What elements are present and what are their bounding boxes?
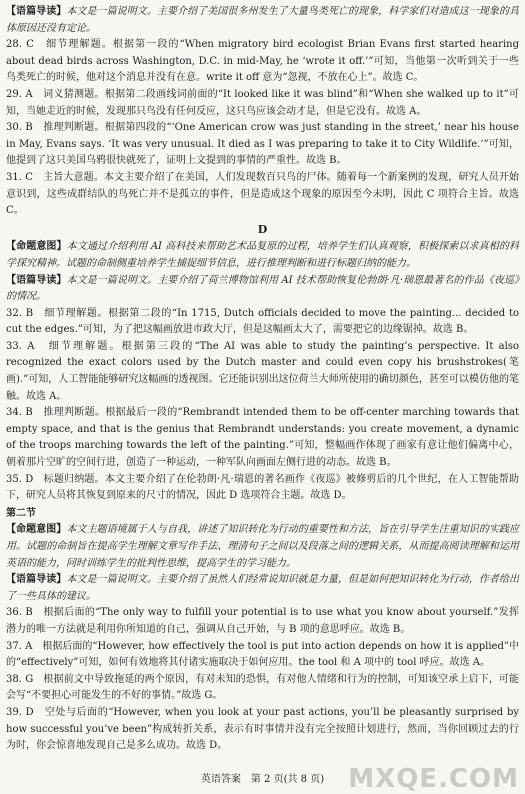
paragraph-text: 本文是一篇说明文。主要介绍了荷兰博物馆利用 AI 技术帮助恢复伦勃朗·凡·瑞恩最著名的作品《夜巡》的情况。 [6, 274, 520, 303]
paragraph-q33 [6, 339, 519, 405]
paragraph-tag: 【语篇导读】 [6, 274, 67, 286]
paragraph-text: 39. D 空处与后面的“However, when you look at your past actions, you’ll be pleasantly surprised by how successful you’ve been”构成转折关系，表示有时事情并没有完全按照计划进行，然而，当你回顾过去的行为时，你会惊喜地发现自己是多么成功。故选 D。 [6, 706, 519, 752]
paragraph-q38 [6, 672, 519, 705]
paragraph-text: 本文是一篇说明文。主要介绍了虽然人们经常说知识就是力量，但是如何把知识转化为行动，作者给出了一些具体的建议。 [6, 574, 520, 602]
paragraph-tag: 【语篇导读】 [6, 6, 67, 17]
paragraph-text: 36. B 根据后面的“The only way to fulfill your potential is to use what you know about yourself.”发挥潜力的唯一方法就是利用你所知道的自己，强调从自己开始，与 B 项的意思呼应。故选 B。 [6, 607, 519, 635]
site-watermark: MXQE.COM [348, 764, 519, 794]
paragraph-text: 35. D 标题归纳题。本文主要介绍了在伦勃朗·凡·瑞恩的著名画作《夜巡》被修剪后的几个世纪，在人工智能帮助下，研究人员将其恢复到原来的尺寸的情况，因此 D 选项符合主题。故选 D。 [6, 473, 519, 502]
paragraph-q39 [6, 705, 519, 755]
paragraph-q29 [6, 87, 519, 120]
paragraph-text: 30. B 推理判断题。根据第四段的“‘One American crow was just standing in the street,’ near his house in May, Evans says. ‘It was very unusual. It died as I was preparing to take it to City Wildlife.’”可知，他提到了这只美国乌鸦很快就死了，证明上文提到的事情的严重性。故选 B。 [6, 122, 519, 167]
paragraph-q36 [6, 605, 519, 638]
paragraph-text: 38. G 根据前文中导致拖延的两个原因，有对未知的恐惧，有对他人情绪和行为的控制，可知该空承上启下，可能会写“不要担心可能发生的不好的事情。”故选 G。 [6, 673, 519, 702]
paragraph-q31 [6, 170, 519, 220]
paragraph-text: 本文通过介绍利用 AI 高科技来帮助艺术品复原的过程，培养学生们认真观察，积极探索以求真相的科学探究精神。试题的命制侧重培养学生捕捉细节信息，进行推理判断和进行标题归纳的能力。 [6, 241, 519, 269]
paragraph-intent-p2 [6, 522, 519, 572]
paragraph-q34 [6, 405, 519, 471]
paragraph-sec-d [6, 222, 519, 239]
paragraph-text: 34. B 推理判断题。根据最后一段的“Rembrandt intended them to be off-center marching towards that empty space, and that is the genius that Rembrandt understands: you create movement, a dynamic of the troops marching towards the left of the painting.”可知，整幅画作体现了画家有意让他们偏离中心，朝着那片空旷的空间行进，创造了一种运动，一种军队向画面左侧行进的动态。故选 B。 [6, 407, 519, 469]
paragraph-text: 本文主题语境属于人与自我，讲述了知识转化为行动的重要性和方法，旨在引导学生注重知识的实践应用。试题的命制旨在提高学生理解文章写作手法、理清句子之间以及段落之间的逻辑关系，从而提高阅读理解和运用英语的能力，同时训练学生的批判性思维，提高学生的学习能力。 [6, 524, 520, 569]
paragraph-q30 [6, 120, 519, 170]
paragraph-q32 [6, 306, 519, 339]
paragraph-text: 29. A 词义猜测题。根据第二段画线词前面的“It looked like it was blind”和“When she walked up to it”可知，当她走近的时候，发现那只鸟没有任何反应，这只鸟应该会动才是，但是它没有。故选 A。 [6, 88, 519, 117]
paragraph-text: 28. C 细节理解题。根据第一段的“When migratory bird ecologist Brian Evans first started hearing about dead birds across Washington, D.C. in mid-May, he ‘wrote it off.’”可知，当他第一次听到关于一些鸟类死亡的时候，他对这个消息并没有在意。write it off 意为“忽视，不放在心上”。故选 C。 [6, 39, 519, 84]
paragraph-q35 [6, 472, 519, 505]
paragraph-intro-c [6, 4, 519, 37]
paragraph-intro-d [6, 273, 519, 306]
paragraph-intent-d [6, 239, 519, 272]
page-footer: 英语答案 第 2 页(共 8 页) [200, 774, 325, 785]
paragraph-text: 37. A 根据后面的“However, how effectively the tool is put into action depends on how it is applied”中的“effectively”可知，如何有效地将其付诸实施取决于如何应用。the tool 和 A 项中的 tool 呼应。故选 A。 [6, 640, 519, 669]
paragraph-text: 31. C 主旨大意题。本文主要介绍了在美国，人们发现数百只鸟的尸体。随着每一个新案例的发现，研究人员开始意识到，这些成群结队的鸟死亡并不是孤立的事件，但是造成这个现象的原因至今未明，因此 C 项符合主旨。故选 C。 [6, 171, 519, 217]
answer-key-page [6, 4, 519, 755]
paragraph-text: 33. A 细节理解题。根据第三段的“The AI was able to study the painting’s perspective. It also recognized the exact colors used by the Dutch master and could even copy his brushstrokes(笔画).”可知，人工智能能够研究这幅画的透视图。它还能识别出这位荷兰大师所使用的确切颜色，甚至可以模仿他的笔触。故选 A。 [6, 340, 519, 402]
paragraph-text: D [257, 222, 268, 236]
paragraph-intro-p2 [6, 572, 519, 605]
paragraph-tag: 【命题意图】 [6, 241, 67, 253]
paragraph-q37 [6, 639, 519, 672]
paragraph-text: 本文是一篇说明文。主要介绍了美国很多州发生了大量鸟类死亡的现象，科学家们对造成这一现象的具体原因还没有定论。 [6, 6, 520, 34]
paragraph-q28 [6, 37, 519, 87]
paragraph-text: 32. B 细节理解题。根据第二段的“In 1715, Dutch officials decided to move the painting... decided to cut the edges.”可知，为了把这幅画放进市政大厅，但是这幅画太大了，需要把它的边缘锯掉。故选 B。 [6, 307, 519, 336]
paragraph-text: 第二节 [6, 507, 36, 519]
paragraph-tag: 【命题意图】 [6, 524, 67, 536]
paragraph-part2 [6, 506, 519, 523]
paragraph-tag: 【语篇导读】 [6, 574, 67, 586]
